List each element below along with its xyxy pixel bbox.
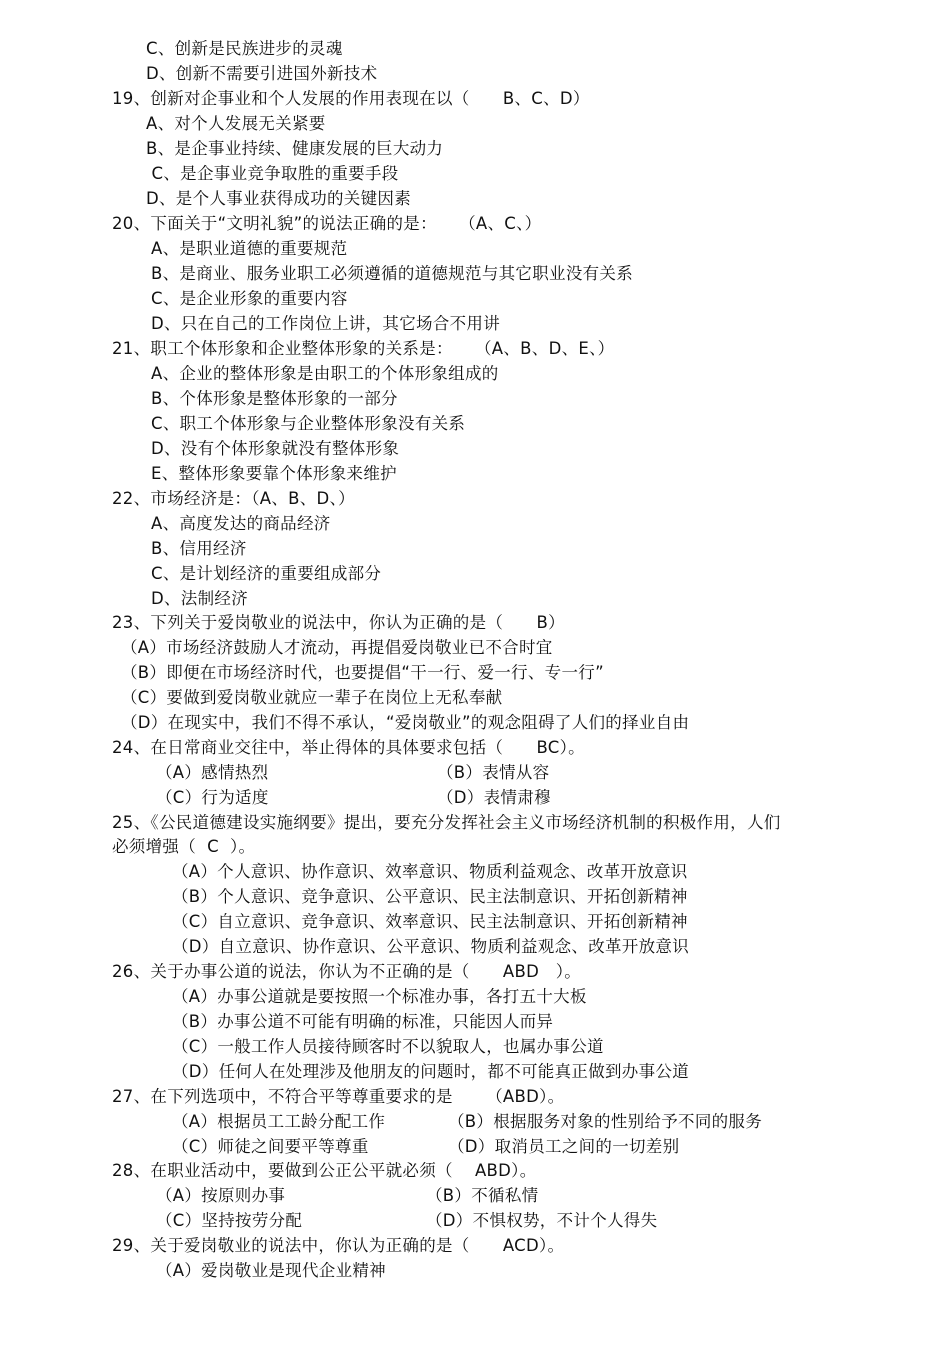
option-26a: （A）办事公道就是要按照一个标准办事，各打五十大板 [172,987,587,1006]
option-25d: （D）自立意识、协作意识、公平意识、物质利益观念、改革开放意识 [172,937,690,956]
option-21e: E、整体形象要靠个体形象来维护 [151,464,397,483]
option-27b: （B）根据服务对象的性别给予不同的服务 [448,1112,763,1131]
option-27d: （D）取消员工之间的一切差别 [448,1137,680,1156]
option-20d: D、只在自己的工作岗位上讲，其它场合不用讲 [151,314,501,333]
question-28: 28、在职业活动中，要做到公正公平就必须（ ABD）。 [112,1161,537,1180]
option-18d: D、创新不需要引进国外新技术 [146,64,378,83]
option-23d: （D）在现实中，我们不得不承认，“爱岗敬业”的观念阻碍了人们的择业自由 [121,713,690,732]
option-20a: A、是职业道德的重要规范 [151,239,348,258]
question-21: 21、职工个体形象和企业整体形象的关系是： （A、B、D、E、） [112,339,615,358]
option-26b: （B）办事公道不可能有明确的标准，只能因人而异 [172,1012,554,1031]
option-25a: （A）个人意识、协作意识、效率意识、物质利益观念、改革开放意识 [172,862,688,881]
option-19a: A、对个人发展无关紧要 [146,114,326,133]
question-25: 25、《公民道德建设实施纲要》提出，要充分发挥社会主义市场经济机制的积极作用，人们 [112,813,781,832]
option-29a: （A）爱岗敬业是现代企业精神 [156,1261,386,1280]
option-21d: D、没有个体形象就没有整体形象 [151,439,400,458]
option-19d: D、是个人事业获得成功的关键因素 [146,189,412,208]
option-26c: （C）一般工作人员接待顾客时不以貌取人，也属办事公道 [172,1037,604,1056]
option-23c: （C）要做到爱岗敬业就应一辈子在岗位上无私奉献 [121,688,503,707]
option-22c: C、是计划经济的重要组成部分 [151,564,382,583]
option-28c: （C）坚持按劳分配 [156,1211,303,1230]
option-28a: （A）按原则办事 [156,1186,286,1205]
question-22: 22、市场经济是：（A、B、D、） [112,489,355,508]
option-21b: B、个体形象是整体形象的一部分 [151,389,398,408]
option-24d: （D）表情肃穆 [437,788,551,807]
question-20: 20、下面关于“文明礼貌”的说法正确的是： （A、C、） [112,214,542,233]
option-19c: C、是企事业竞争取胜的重要手段 [146,164,399,183]
option-23b: （B）即便在市场经济时代，也要提倡“干一行、爱一行、专一行” [121,663,604,682]
question-29: 29、关于爱岗敬业的说法中，你认为正确的是（ ACD）。 [112,1236,565,1255]
option-18c: C、创新是民族进步的灵魂 [146,39,343,58]
option-20c: C、是企业形象的重要内容 [151,289,348,308]
option-22b: B、信用经济 [151,539,247,558]
option-27c: （C）师徒之间要平等尊重 [172,1137,369,1156]
option-28b: （B）不循私情 [426,1186,539,1205]
question-24: 24、在日常商业交往中，举止得体的具体要求包括（ BC）。 [112,738,585,757]
option-28d: （D）不惧权势，不计个人得失 [426,1211,658,1230]
option-19b: B、是企事业持续、健康发展的巨大动力 [146,139,444,158]
option-24b: （B）表情从容 [437,763,550,782]
option-27a: （A）根据员工工龄分配工作 [172,1112,386,1131]
question-27: 27、在下列选项中，不符合平等尊重要求的是 （ABD）。 [112,1087,565,1106]
option-20b: B、是商业、服务业职工必须遵循的道德规范与其它职业没有关系 [151,264,634,283]
question-25-cont: 必须增强（ C ）。 [112,837,256,856]
option-23a: （A）市场经济鼓励人才流动，再提倡爱岗敬业已不合时宜 [121,638,553,657]
option-22a: A、高度发达的商品经济 [151,514,331,533]
question-23: 23、下列关于爱岗敬业的说法中，你认为正确的是（ B） [112,613,565,632]
option-25c: （C）自立意识、竞争意识、效率意识、民主法制意识、开拓创新精神 [172,912,688,931]
question-19: 19、创新对企事业和个人发展的作用表现在以（ B、C、D） [112,89,590,108]
option-22d: D、法制经济 [151,589,249,608]
option-26d: （D）任何人在处理涉及他朋友的问题时，都不可能真正做到办事公道 [172,1062,690,1081]
option-21a: A、企业的整体形象是由职工的个体形象组成的 [151,364,499,383]
option-24a: （A）感情热烈 [156,763,269,782]
option-21c: C、职工个体形象与企业整体形象没有关系 [151,414,466,433]
option-24c: （C）行为适度 [156,788,269,807]
option-25b: （B）个人意识、竞争意识、公平意识、民主法制意识、开拓创新精神 [172,887,688,906]
question-26: 26、关于办事公道的说法，你认为不正确的是（ ABD ）。 [112,962,582,981]
